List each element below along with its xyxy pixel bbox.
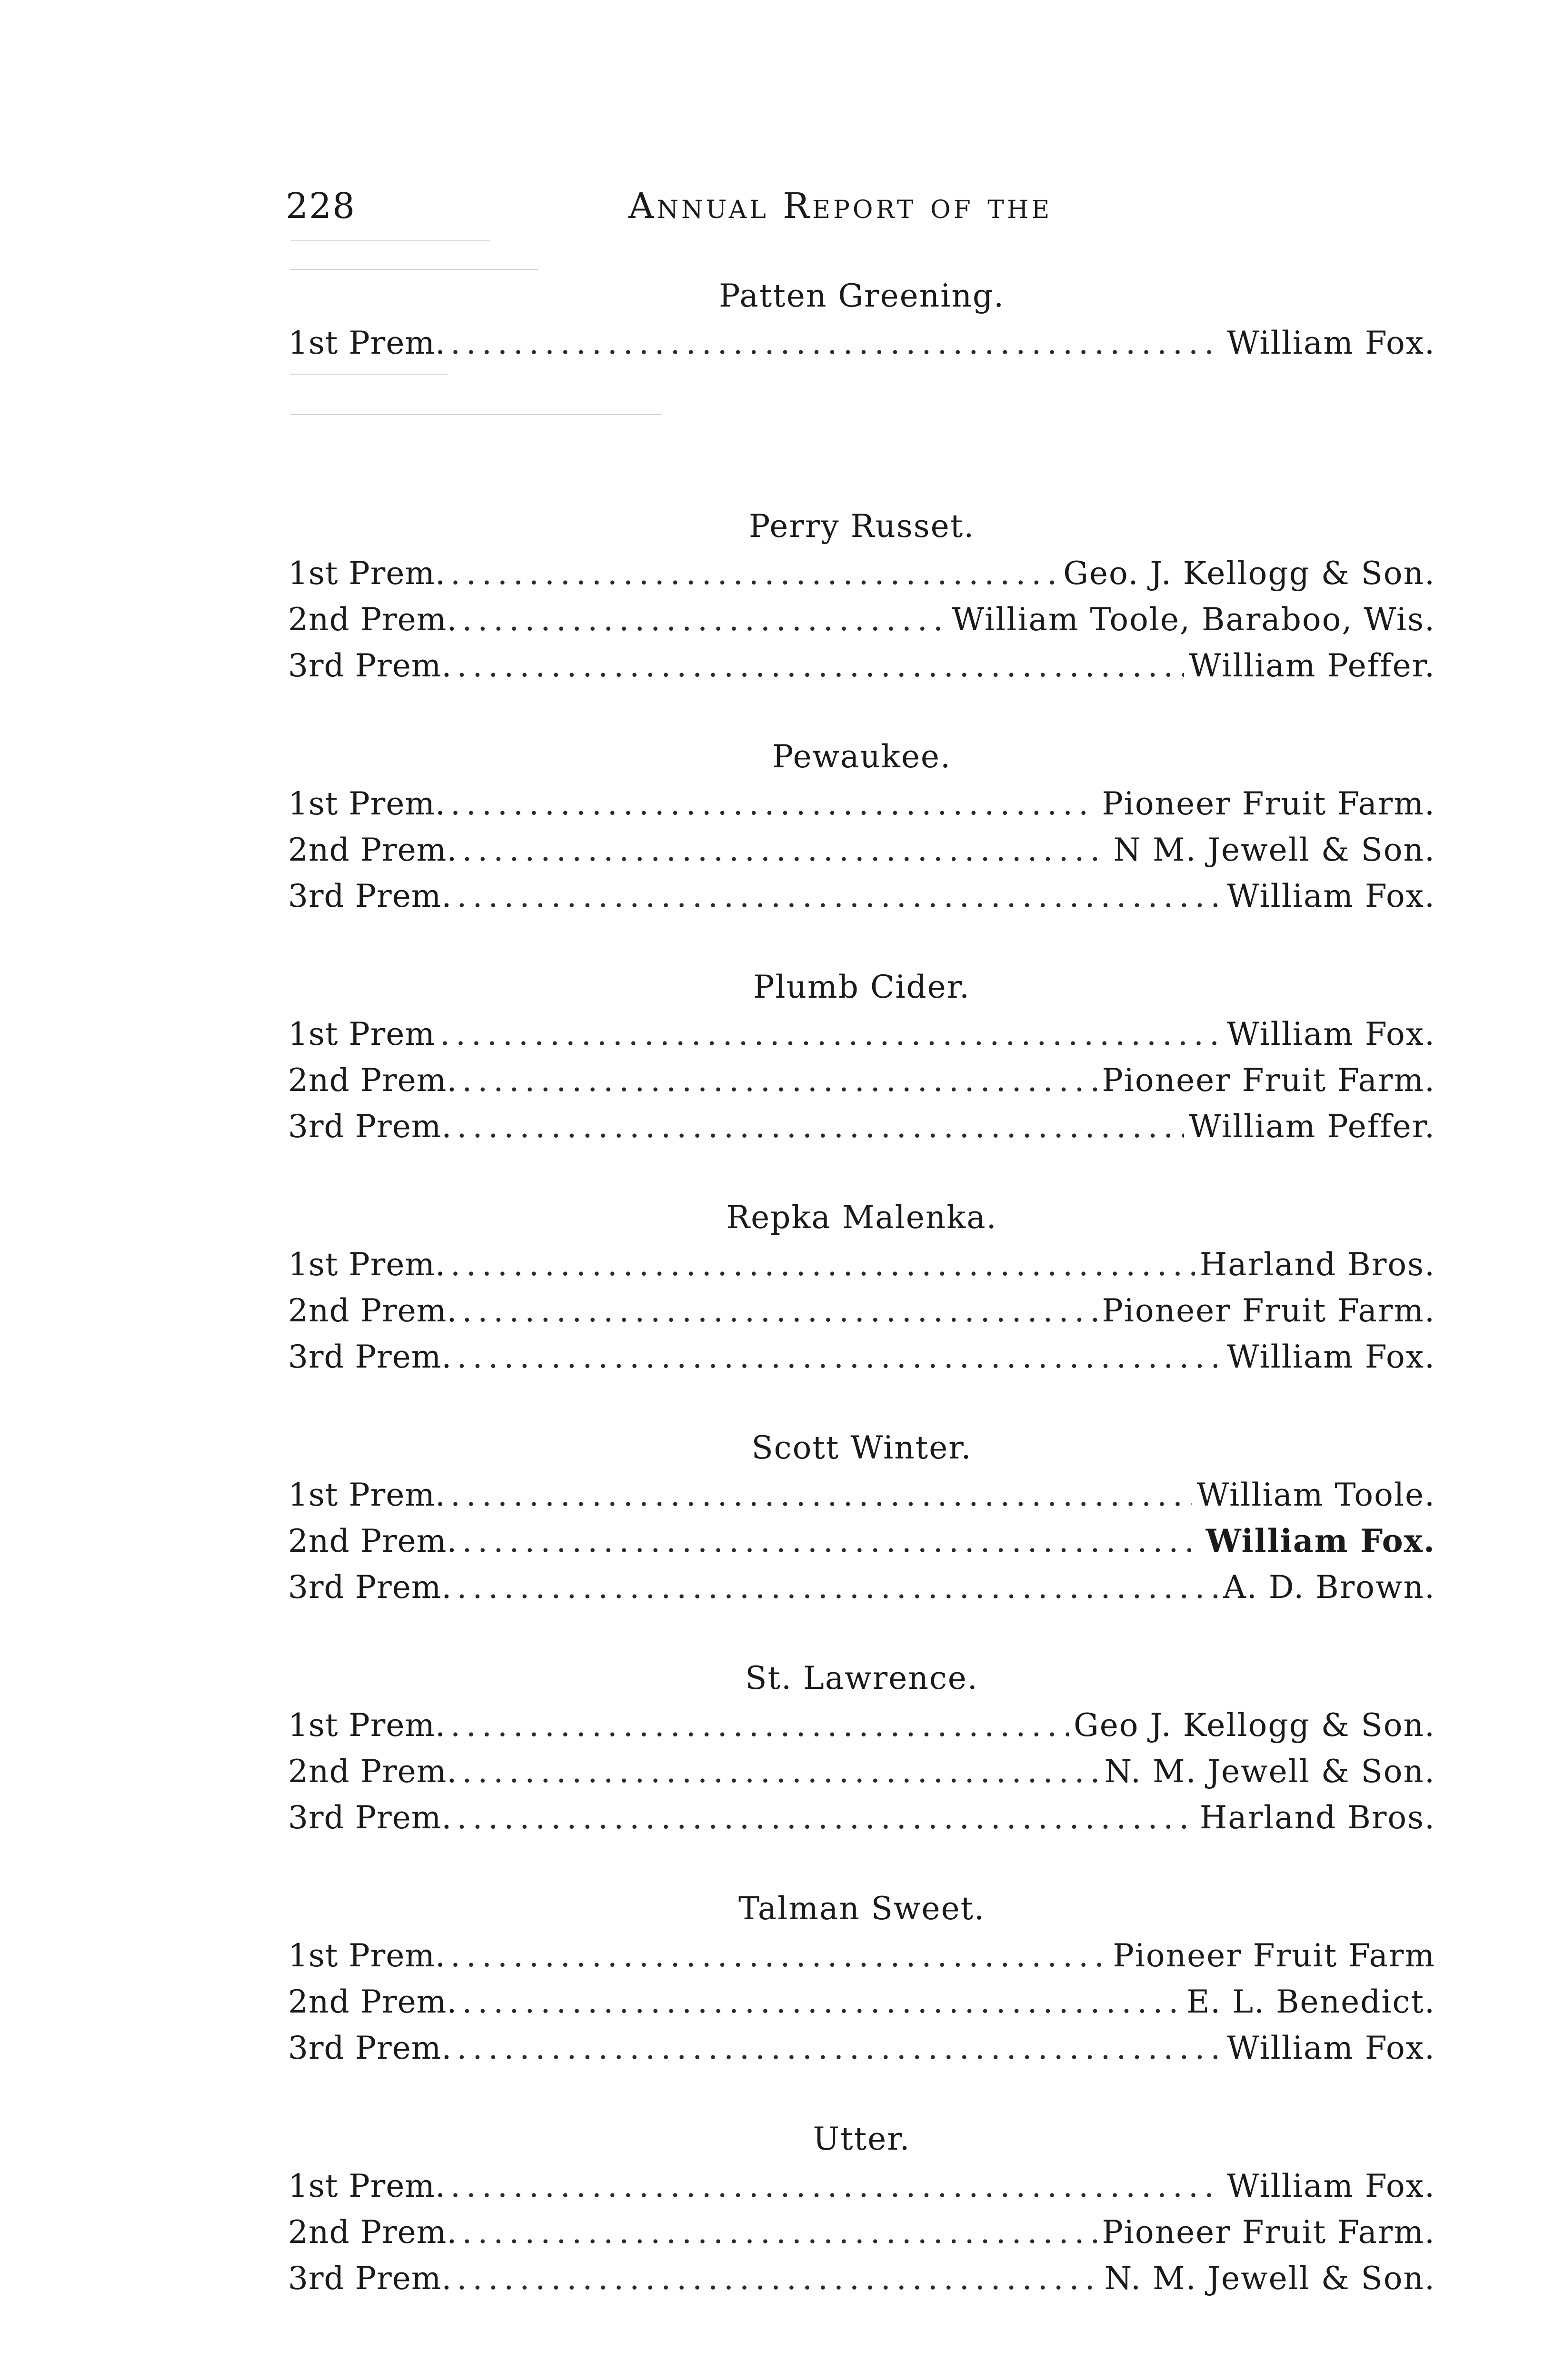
premium-place: 1st Prem. [288, 1707, 446, 1744]
premium-place: 2nd Prem. [288, 832, 458, 868]
premium-winner: William Toole, Baraboo, Wis. [952, 601, 1435, 638]
premium-row [288, 1748, 1435, 1795]
variety-title: Patten Greening. [718, 278, 1005, 314]
dot-leader [457, 2025, 1222, 2071]
premium-place: 3rd Prem. [288, 2260, 452, 2297]
dot-leader [450, 320, 1222, 366]
premium-place: 3rd Prem. [288, 1339, 452, 1375]
premium-row [288, 550, 1435, 596]
premium-winner: Geo. J. Kellogg & Son. [1063, 555, 1435, 592]
dot-leader [450, 2163, 1222, 2209]
dot-leader [450, 1933, 1108, 1979]
premium-winner: William Fox. [1226, 1016, 1435, 1052]
variety-title: Scott Winter. [751, 1429, 972, 1466]
variety-section [288, 1655, 1435, 1885]
variety-title: Repka Malenka. [726, 1199, 997, 1236]
premium-place: 1st Prem. [288, 325, 446, 361]
premium-winner: Pioneer Fruit Farm [1113, 1937, 1435, 1974]
premium-row [288, 827, 1435, 873]
scan-smudge [290, 269, 538, 270]
premium-place: 3rd Prem. [288, 878, 452, 914]
premium-place: 1st Prem. [288, 785, 446, 822]
dot-leader [457, 1795, 1195, 1841]
premium-winner: Harland Bros. [1199, 1799, 1435, 1836]
variety-section [288, 1194, 1435, 1424]
dot-leader [457, 643, 1184, 689]
premium-place: 3rd Prem. [288, 1108, 452, 1145]
premium-row [288, 2163, 1435, 2209]
premium-winner: William Fox. [1226, 2168, 1435, 2204]
dot-leader [457, 1334, 1222, 1380]
premium-row [288, 1288, 1435, 1334]
premium-row [288, 643, 1435, 689]
premium-place: 3rd Prem. [288, 2030, 452, 2066]
dot-leader [462, 596, 947, 643]
variety-title: Utter. [813, 2121, 911, 2157]
premium-winner: Pioneer Fruit Farm. [1102, 2214, 1435, 2251]
premium-row [288, 1795, 1435, 1841]
dot-leader [462, 827, 1108, 873]
premium-place: 3rd Prem. [288, 647, 452, 684]
premium-row [288, 2209, 1435, 2255]
premium-place: 1st Prem. [288, 1937, 446, 1974]
premium-row [288, 1472, 1435, 1518]
premium-winner: William Peffer. [1189, 1108, 1435, 1145]
premium-row [288, 781, 1435, 827]
premium-place: 2nd Prem. [288, 1983, 458, 2020]
variety-title: Plumb Cider. [753, 969, 971, 1005]
premium-winner: Geo J. Kellogg & Son. [1074, 1707, 1435, 1744]
premium-winner: E. L. Benedict. [1186, 1983, 1435, 2020]
variety-section [288, 1424, 1435, 1655]
premium-row [288, 1564, 1435, 1610]
dot-leader [457, 1103, 1184, 1150]
variety-title: Talman Sweet. [738, 1890, 986, 1927]
premium-place: 1st Prem. [288, 1477, 446, 1513]
dot-leader [457, 873, 1222, 919]
premium-place: 2nd Prem. [288, 1292, 458, 1329]
premium-place: 3rd Prem. [288, 1569, 452, 1606]
premium-place: 1st Prem. [288, 2168, 446, 2204]
premium-row [288, 1057, 1435, 1103]
premium-winner: Pioneer Fruit Farm. [1102, 1292, 1435, 1329]
premium-place: 1st Prem [288, 1016, 435, 1052]
page-header [286, 186, 1438, 233]
premium-place: 1st Prem. [288, 1246, 446, 1283]
premium-winner: William Toole. [1196, 1477, 1435, 1513]
variety-section [288, 963, 1435, 1194]
premium-place: 3rd Prem. [288, 1799, 452, 1836]
dot-leader [462, 1288, 1097, 1334]
premium-winner: William Peffer. [1189, 647, 1435, 684]
premium-row [288, 1011, 1435, 1057]
premium-winner: Pioneer Fruit Farm. [1102, 1062, 1435, 1099]
premium-row [288, 596, 1435, 643]
variety-section [288, 272, 1435, 503]
premium-row [288, 1979, 1435, 2025]
dot-leader [440, 1011, 1222, 1057]
premium-winner: Pioneer Fruit Farm. [1102, 785, 1435, 822]
dot-leader [450, 1702, 1069, 1748]
variety-section [288, 2115, 1435, 2346]
premium-place: 2nd Prem. [288, 1523, 458, 1559]
premium-winner: N. M. Jewell & Son. [1104, 2260, 1435, 2297]
variety-title: St. Lawrence. [745, 1660, 978, 1696]
premium-winner: Harland Bros. [1199, 1246, 1435, 1283]
premium-row [288, 2025, 1435, 2071]
premium-winner: William Fox. [1226, 325, 1435, 361]
premium-row [288, 1933, 1435, 1979]
dot-leader [462, 2209, 1097, 2255]
variety-section [288, 1885, 1435, 2115]
page-number: 228 [286, 186, 356, 227]
premium-row [288, 1518, 1435, 1564]
variety-section [288, 503, 1435, 733]
premium-row [288, 320, 1435, 366]
dot-leader [457, 1564, 1218, 1610]
running-head: Annual Report of the [628, 186, 1053, 227]
premium-winner: N. M. Jewell & Son. [1104, 1753, 1435, 1790]
premium-place: 2nd Prem. [288, 1753, 458, 1790]
premium-place: 2nd Prem. [288, 601, 458, 638]
premium-row [288, 1334, 1435, 1380]
dot-leader [457, 2255, 1099, 2301]
premium-place: 2nd Prem. [288, 1062, 458, 1099]
premium-list [288, 272, 1435, 2346]
premium-row [288, 1241, 1435, 1288]
dot-leader [462, 1748, 1099, 1795]
premium-row [288, 873, 1435, 919]
dot-leader [462, 1057, 1097, 1103]
premium-place: 1st Prem. [288, 555, 446, 592]
variety-title: Perry Russet. [748, 508, 975, 545]
dot-leader [450, 1472, 1192, 1518]
premium-winner: N M. Jewell & Son. [1113, 832, 1435, 868]
premium-winner: William Fox. [1226, 2030, 1435, 2066]
premium-winner: A. D. Brown. [1223, 1569, 1435, 1606]
variety-title: Pewaukee. [772, 738, 951, 775]
premium-place: 2nd Prem. [288, 2214, 458, 2251]
premium-row [288, 2255, 1435, 2301]
scan-smudge [290, 240, 490, 241]
dot-leader [462, 1979, 1182, 2025]
dot-leader [450, 550, 1058, 596]
premium-winner: William Fox. [1226, 878, 1435, 914]
variety-section [288, 733, 1435, 963]
premium-row [288, 1103, 1435, 1150]
dot-leader [450, 1241, 1195, 1288]
premium-winner: William Fox. [1205, 1522, 1435, 1559]
premium-winner: William Fox. [1226, 1339, 1435, 1375]
premium-row [288, 1702, 1435, 1748]
dot-leader [462, 1518, 1201, 1564]
dot-leader [450, 781, 1097, 827]
